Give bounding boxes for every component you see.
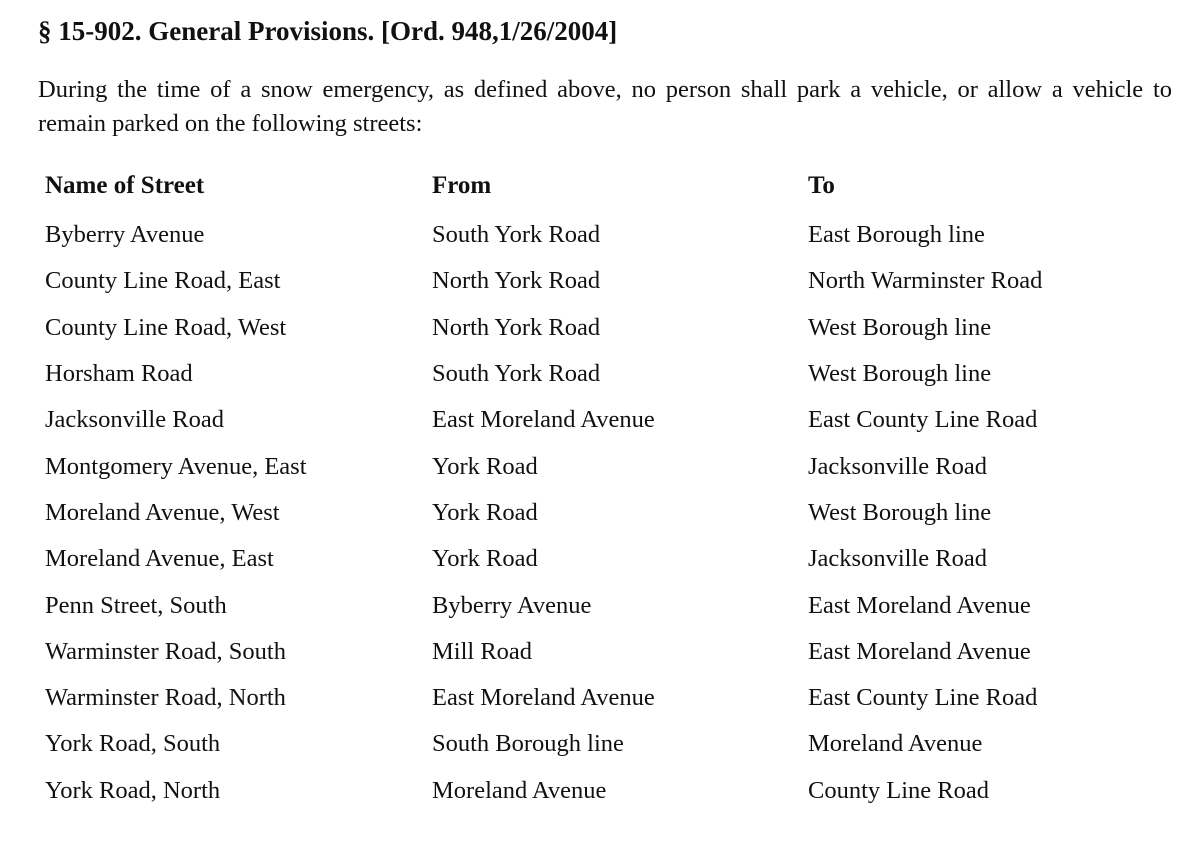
to-cell: Moreland Avenue (808, 730, 983, 758)
to-cell: Jacksonville Road (808, 452, 987, 480)
table-row (45, 305, 1188, 351)
street-name-cell: Penn Street, South (45, 591, 227, 619)
from-cell: East Moreland Avenue (432, 684, 655, 712)
to-cell: East Borough line (808, 221, 985, 249)
from-cell: South York Road (432, 360, 601, 388)
from-cell: York Road (432, 498, 538, 526)
table-row (45, 582, 1188, 628)
from-cell: South York Road (432, 221, 601, 249)
street-name-cell: Warminster Road, North (45, 684, 286, 712)
table-row (45, 490, 1188, 536)
from-cell: South Borough line (432, 730, 624, 758)
to-cell: North Warminster Road (808, 267, 1043, 295)
table-row (45, 397, 1188, 443)
from-cell: Moreland Avenue (432, 776, 607, 804)
street-name-cell: Warminster Road, South (45, 637, 286, 665)
table-row (45, 258, 1188, 304)
table-row (45, 768, 1188, 814)
street-name-cell: Byberry Avenue (45, 221, 205, 249)
table-row (45, 536, 1188, 582)
to-cell: East County Line Road (808, 684, 1038, 712)
street-name-cell: Montgomery Avenue, East (45, 452, 307, 480)
from-cell: East Moreland Avenue (432, 406, 655, 434)
table-row (45, 443, 1188, 489)
column-header-from: From (432, 172, 492, 199)
column-header-to: To (808, 172, 835, 199)
from-cell: North York Road (432, 267, 601, 295)
from-cell: York Road (432, 545, 538, 573)
from-cell: York Road (432, 452, 538, 480)
to-cell: East Moreland Avenue (808, 637, 1031, 665)
street-name-cell: Horsham Road (45, 360, 193, 388)
to-cell: West Borough line (808, 313, 992, 341)
street-name-cell: Jacksonville Road (45, 406, 224, 434)
street-name-cell: Moreland Avenue, East (45, 545, 274, 573)
to-cell: East Moreland Avenue (808, 591, 1031, 619)
table-row (45, 675, 1188, 721)
street-table (45, 172, 1188, 814)
to-cell: Jacksonville Road (808, 545, 987, 573)
to-cell: West Borough line (808, 360, 992, 388)
intro-paragraph: During the time of a snow emergency, as defined above, no person shall park a vehicle, or allow a vehicle to remain parked on the following streets: (38, 76, 1172, 137)
to-cell: East County Line Road (808, 406, 1038, 434)
table-header-row (45, 172, 1188, 212)
table-body (45, 212, 1188, 814)
street-name-cell: York Road, South (45, 730, 221, 758)
table-row (45, 351, 1188, 397)
from-cell: North York Road (432, 313, 601, 341)
from-cell: Mill Road (432, 637, 533, 665)
section-heading: § 15-902. General Provisions. [Ord. 948,1/26/2004] (38, 16, 618, 46)
street-name-cell: County Line Road, East (45, 267, 281, 295)
column-header-name-of-street: Name of Street (45, 172, 205, 199)
to-cell: County Line Road (808, 776, 990, 804)
to-cell: West Borough line (808, 498, 992, 526)
from-cell: Byberry Avenue (432, 591, 592, 619)
table-row (45, 212, 1188, 258)
street-name-cell: County Line Road, West (45, 313, 287, 341)
street-name-cell: Moreland Avenue, West (45, 498, 280, 526)
street-name-cell: York Road, North (45, 776, 221, 804)
table-row (45, 721, 1188, 767)
table-row (45, 629, 1188, 675)
